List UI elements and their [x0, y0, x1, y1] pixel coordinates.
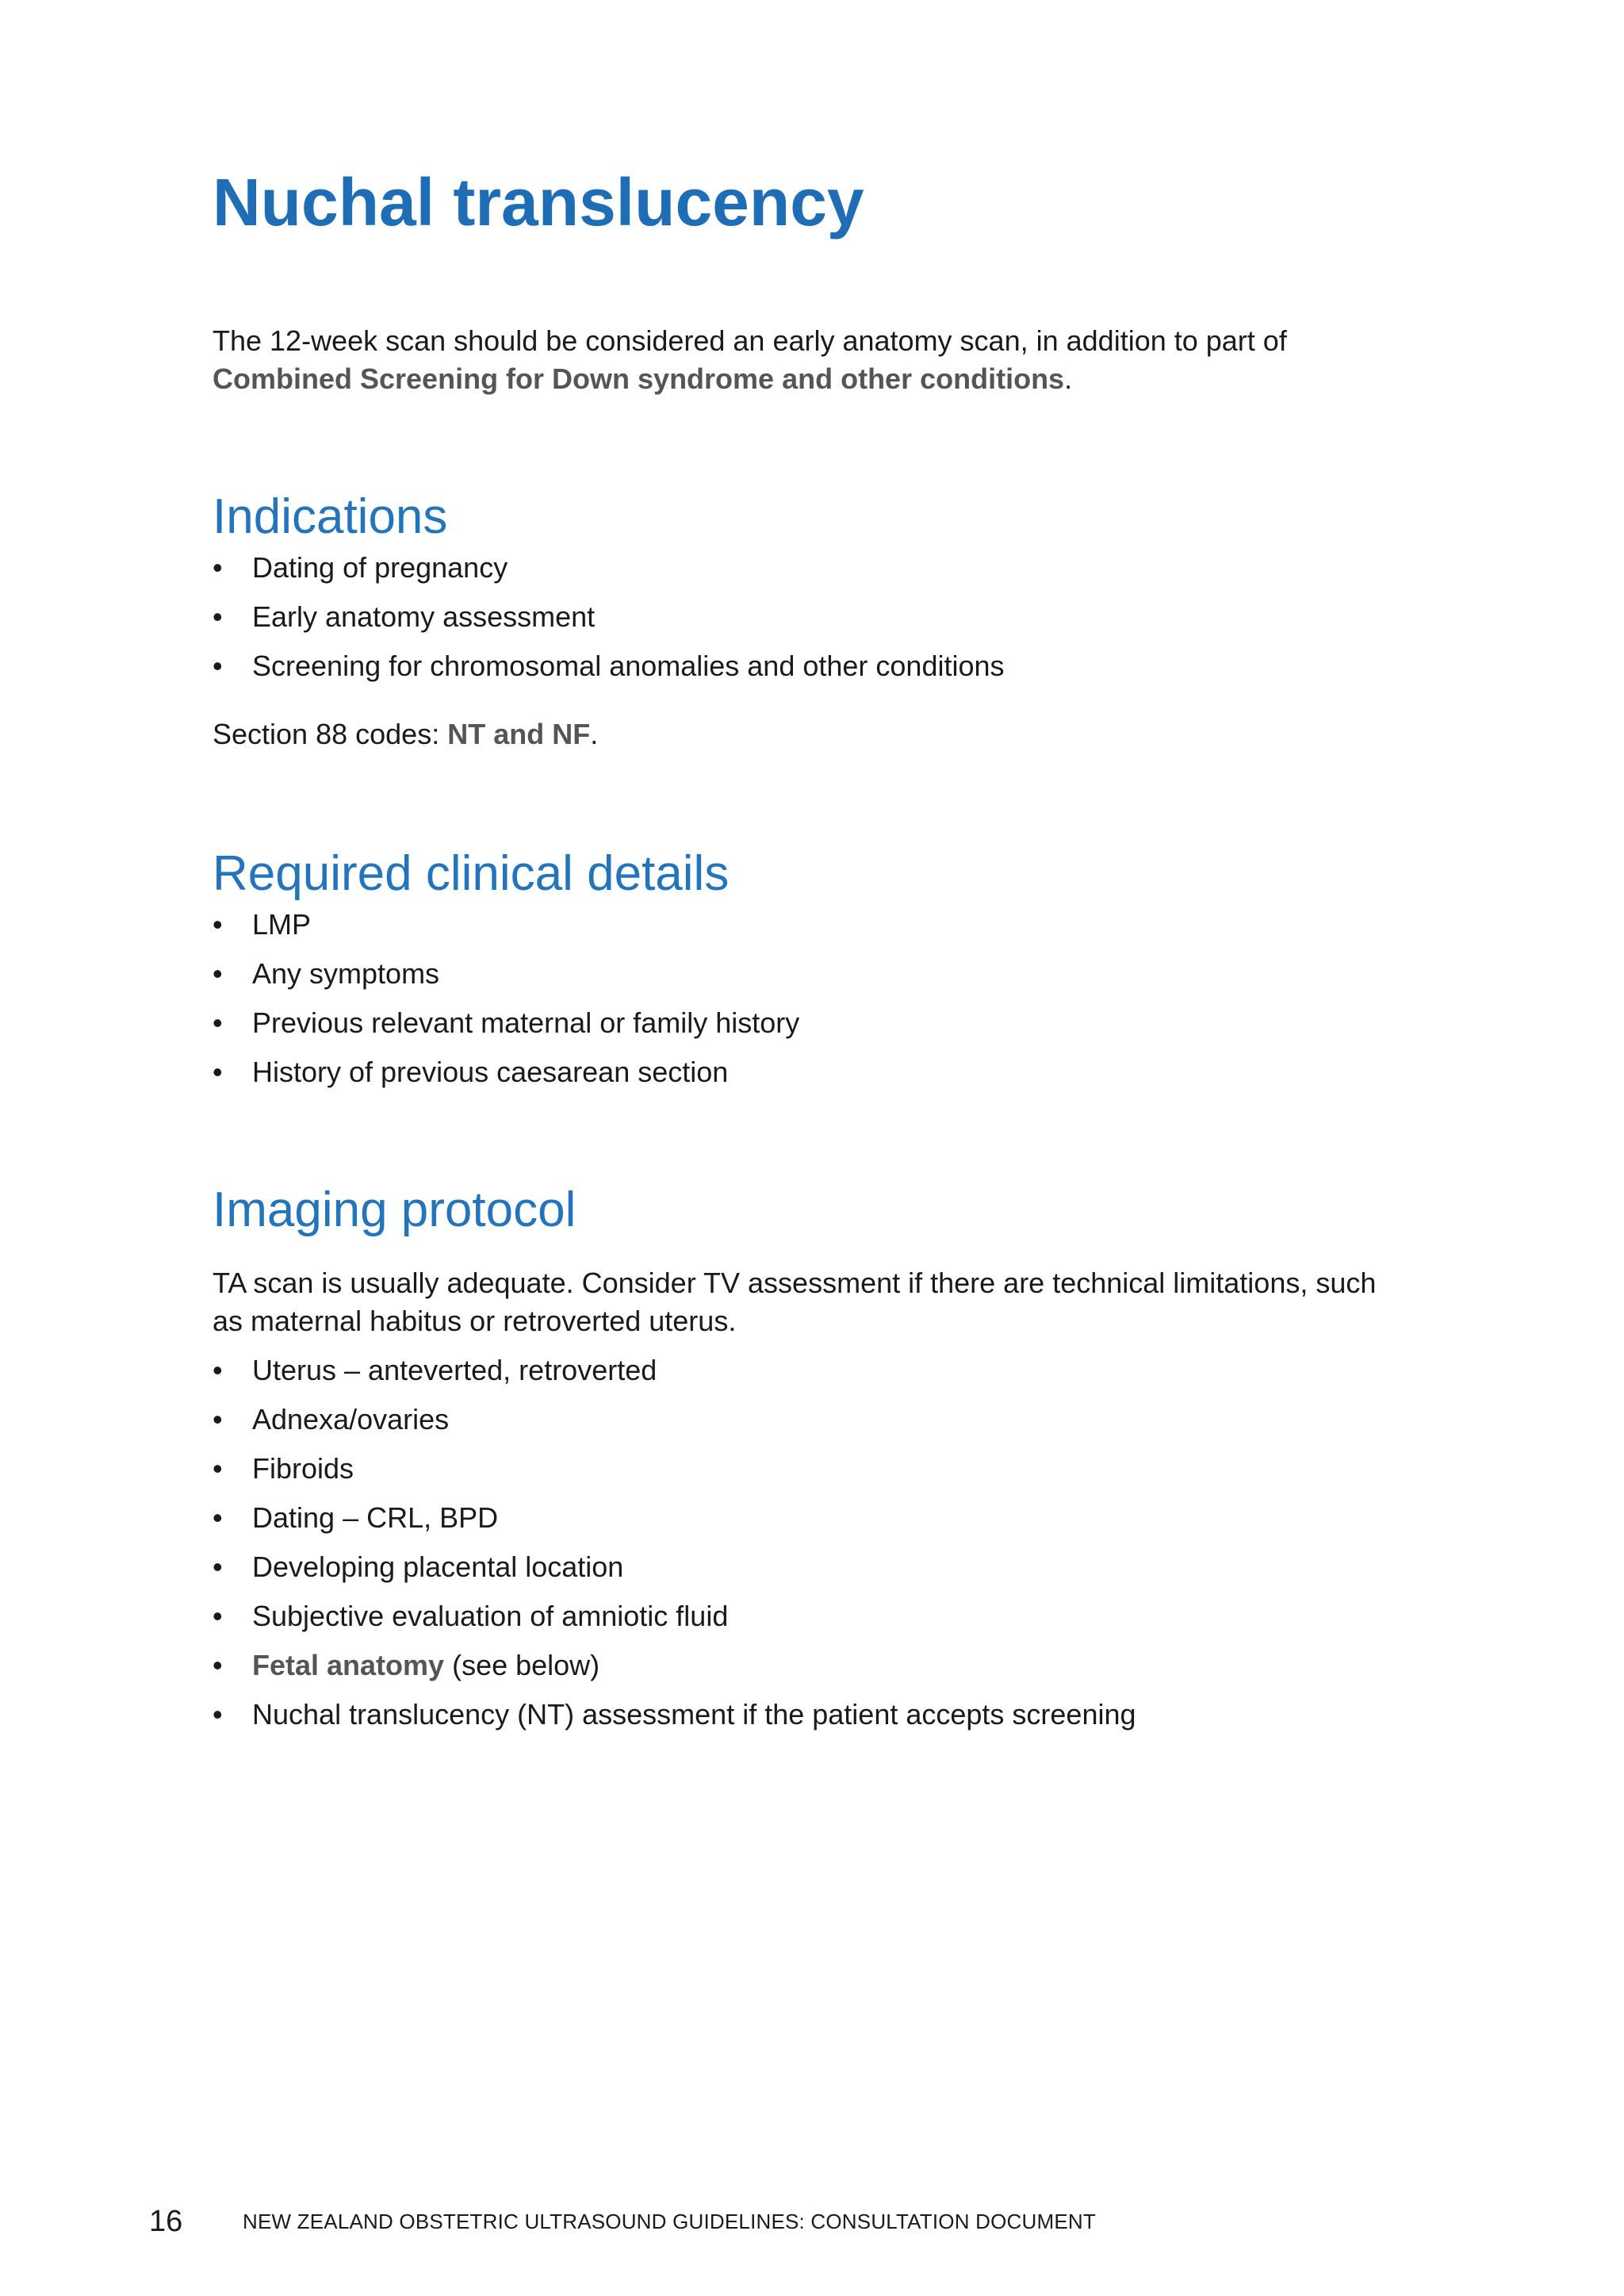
page-title: Nuchal translucency [213, 165, 864, 240]
codes-end: . [590, 718, 599, 750]
imaging-protocol-section [213, 1179, 1394, 1734]
required-details-heading: Required clinical details [213, 846, 730, 901]
list-item [213, 1696, 1394, 1734]
intro-text: The 12-week scan should be considered an early anatomy scan, in addition to part of [213, 324, 1287, 357]
bullet-icon: • [213, 1698, 223, 1731]
list-item [213, 1351, 1394, 1389]
list-item [213, 1499, 1394, 1537]
codes-bold: NT and NF [447, 718, 591, 750]
list-item-text: Uterus – anteverted, retroverted [252, 1354, 657, 1386]
bullet-icon: • [213, 957, 223, 990]
bullet-icon: • [213, 1056, 223, 1088]
page-content [213, 159, 1394, 1745]
list-item [213, 1597, 1394, 1635]
list-item-text: Developing placental location [252, 1550, 624, 1583]
list-item [213, 1646, 1394, 1685]
list-item-text: Any symptoms [252, 957, 440, 990]
list-item [213, 906, 1394, 944]
bullet-icon: • [213, 1354, 223, 1386]
imaging-intro-paragraph: TA scan is usually adequate. Consider TV assessment if there are technical limitations, such as maternal habitus or retroverted uterus. [213, 1267, 1377, 1337]
list-item [213, 1450, 1394, 1488]
fetal-anatomy-rest: (see below) [444, 1649, 600, 1681]
bullet-icon: • [213, 1403, 223, 1435]
indications-heading: Indications [213, 489, 448, 544]
list-item-text: History of previous caesarean section [252, 1056, 729, 1088]
bullet-icon: • [213, 1649, 223, 1681]
intro-paragraph [213, 322, 1394, 398]
bullet-icon: • [213, 1501, 223, 1534]
indications-list [213, 549, 1394, 685]
bullet-icon: • [213, 1006, 223, 1039]
imaging-protocol-list [213, 1351, 1394, 1734]
list-item-text: Dating of pregnancy [252, 551, 508, 584]
intro-end: . [1064, 362, 1073, 395]
page-number: 16 [149, 2204, 183, 2238]
bullet-icon: • [213, 650, 223, 682]
list-item-text: Adnexa/ovaries [252, 1403, 450, 1435]
bullet-icon: • [213, 1600, 223, 1632]
list-item-text: Nuchal translucency (NT) assessment if the patient accepts screening [252, 1698, 1136, 1731]
indications-section [213, 485, 1394, 753]
section-88-codes [213, 715, 1394, 753]
list-item-text: Fibroids [252, 1452, 354, 1485]
list-item [213, 1548, 1394, 1586]
bullet-icon: • [213, 1550, 223, 1583]
list-item-text: Previous relevant maternal or family history [252, 1006, 800, 1039]
list-item [213, 647, 1394, 685]
list-item-text: Subjective evaluation of amniotic fluid [252, 1600, 729, 1632]
list-item [213, 549, 1394, 587]
list-item-text: Screening for chromosomal anomalies and other conditions [252, 650, 1005, 682]
list-item [213, 1053, 1394, 1091]
bullet-icon: • [213, 600, 223, 633]
list-item [213, 598, 1394, 636]
imaging-protocol-heading: Imaging protocol [213, 1182, 576, 1237]
fetal-anatomy-bold: Fetal anatomy [252, 1649, 445, 1681]
required-details-list [213, 906, 1394, 1091]
list-item [213, 955, 1394, 993]
list-item [213, 1004, 1394, 1042]
page-footer [149, 2202, 1418, 2241]
bullet-icon: • [213, 1452, 223, 1485]
footer-document-title: NEW ZEALAND OBSTETRIC ULTRASOUND GUIDELINES: CONSULTATION DOCUMENT [243, 2209, 1096, 2233]
bullet-icon: • [213, 551, 223, 584]
bullet-icon: • [213, 908, 223, 941]
list-item [213, 1401, 1394, 1439]
intro-bold-link-text: Combined Screening for Down syndrome and other conditions [213, 362, 1065, 395]
required-details-section [213, 842, 1394, 1091]
list-item-text: Dating – CRL, BPD [252, 1501, 499, 1534]
list-item-text: LMP [252, 908, 312, 941]
codes-prefix: Section 88 codes: [213, 718, 448, 750]
list-item-text: Early anatomy assessment [252, 600, 596, 633]
